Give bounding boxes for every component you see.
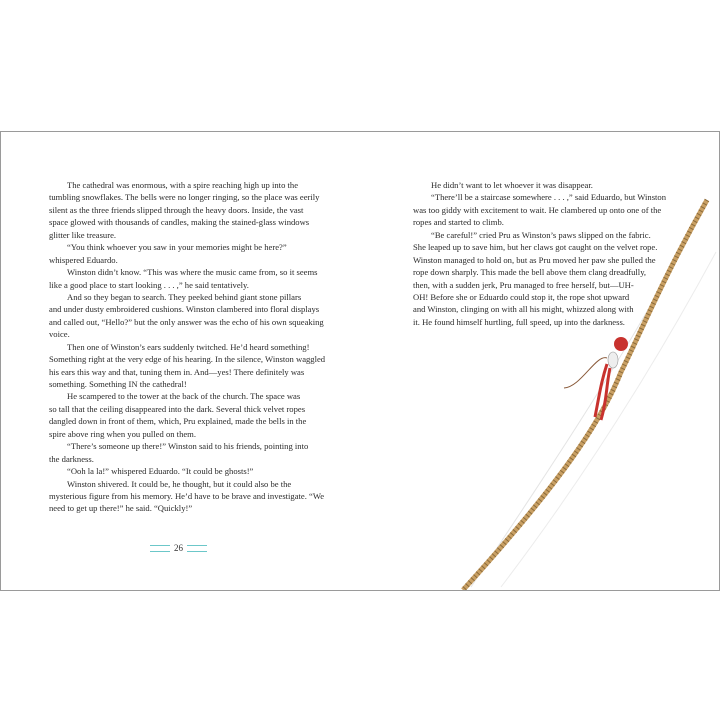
text-line: whispered Eduardo. [49,254,118,265]
text-line: ropes and started to climb. [413,217,504,228]
text-line: and called out, “Hello?” but the only answer was the echo of his own squeaking [49,316,324,327]
text-line: Winston didn’t know. “This was where the music came from, so it seems [67,267,318,278]
text-line: his ears this way and that, tuning them in. And—yes! There definitely was [49,366,305,377]
text-line: need to get up there!” he said. “Quickly!” [49,503,193,514]
text-line: He scampered to the tower at the back of the church. The space was [67,391,301,402]
motion-line [471,212,701,587]
text-line: voice. [49,329,70,340]
text-line: so tall that the ceiling disappeared into the dark. Several thick velvet ropes [49,403,306,414]
text-line: like a good place to start looking . . . ,” he said tentatively. [49,279,249,290]
text-line: “You think whoever you saw in your memories might be here?” [67,242,287,253]
text-line: mysterious figure from his memory. He’d have to be brave and investigate. “We [49,490,325,501]
text-line: Something right at the very edge of his hearing. In the silence, Winston waggled [49,354,326,365]
text-line: rope down sharply. This made the bell above them clang dreadfully, [413,267,647,278]
text-line: and Winston, clinging on with all his might, whizzed along with [413,304,634,315]
motion-line [501,252,716,587]
text-line: She leaped up to save him, but her claws got caught on the velvet rope. [413,242,658,253]
text-line: tumbling snowflakes. The bells were no longer ringing, so the place was eerily [49,192,320,203]
text-line: The cathedral was enormous, with a spire reaching high up into the [67,180,299,190]
text-line: spire above ring when you pulled on them. [49,428,197,439]
text-line: He didn’t want to let whoever it was disappear. [431,180,593,190]
text-line: “There’s someone up there!” Winston said to his friends, pointing into [67,441,309,452]
rope-twist [463,200,707,590]
text-line: dangled down in front of them, which, Pru explained, made the bells in the [49,416,307,427]
text-line: space glowed with thousands of candles, making the stained-glass windows [49,217,310,228]
text-line: And so they began to search. They peeked behind giant stone pillars [67,291,302,302]
text-line: the darkness. [49,453,94,464]
book-spread [0,131,720,591]
page-number-label: 26 [174,543,183,553]
text-line: Winston shivered. It could be, he thought, but it could also be the [67,478,292,489]
text-line: Then one of Winston’s ears suddenly twitched. He’d heard something! [67,341,310,352]
text-line: then, with a sudden jerk, Pru managed to free herself, but—UH- [413,279,634,290]
text-line: “Be careful!” cried Pru as Winston’s paws slipped on the fabric. [431,229,651,240]
text-line: silent as the three friends slipped through the heavy doors. Inside, the vast [49,204,304,215]
text-line: and under dusty embroidered cushions. Winston clambered into floral displays [49,304,320,315]
rope-illustration [1,132,719,590]
rope [463,200,707,590]
text-line: “Ooh la la!” whispered Eduardo. “It could be ghosts!” [67,466,254,477]
text-line: Winston managed to hold on, but as Pru moved her paw she pulled the [413,254,656,265]
text-line: it. He found himself hurtling, full speed, up into the darkness. [413,316,625,327]
text-line: glitter like treasure. [49,229,117,240]
text-line: something. Something IN the cathedral! [49,379,187,389]
text-line: was too giddy with excitement to wait. He clambered up onto one of the [413,204,662,215]
text-line: OH! Before she or Eduardo could stop it, the rope shot upward [413,291,630,302]
text-line: “There’ll be a staircase somewhere . . . ,” said Eduardo, but Winston [431,192,667,203]
